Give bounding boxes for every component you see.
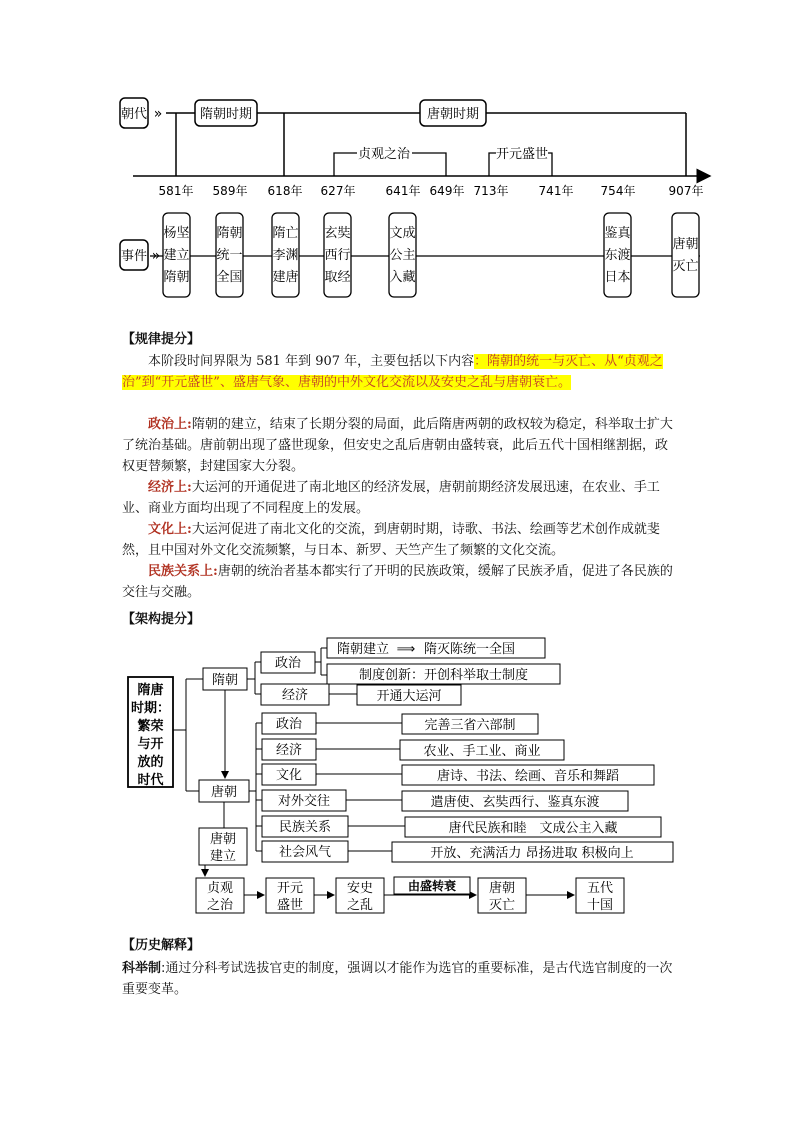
- tang-branch-culture: [256, 764, 654, 785]
- event-text: 杨坚: [163, 226, 190, 241]
- event-text: 灭亡: [672, 259, 699, 274]
- tang-branch-politics: [256, 713, 538, 734]
- year-label: 754年: [600, 184, 636, 198]
- ethnic-paragraph: [122, 561, 678, 603]
- economy-text: 大运河的开通促进了南北地区的经济发展，唐朝前期经济发展迅速，在农业、手工业、商业方面均出现了不同程度上的发展。: [122, 480, 660, 516]
- event-text: 入藏: [389, 270, 416, 285]
- root-text: 繁荣: [137, 719, 164, 734]
- flow-text: 之乱: [346, 898, 374, 913]
- kaiyuan-label: 开元盛世: [495, 147, 549, 162]
- event-text: 取经: [324, 270, 351, 285]
- flow-text: 十国: [586, 898, 614, 913]
- tang-economy-label: 经济: [275, 743, 303, 758]
- tang-economy-value: 农业、手工业、商业: [423, 744, 541, 759]
- zhenguan-bracket-left: [334, 153, 357, 176]
- year-label: 627年: [320, 184, 356, 198]
- flow-label: 由盛转衰: [407, 879, 457, 893]
- ethnic-text: 唐朝的统治者基本都实行了开明的民族政策，缓解了民族矛盾，促进了各民族的交往与交融。: [122, 564, 673, 600]
- tang-branch-social: [256, 841, 673, 862]
- event-box-tang-founding: [272, 213, 299, 297]
- year-label: 907年: [668, 184, 704, 198]
- economy-paragraph: [122, 477, 678, 519]
- tang-politics-value: 完善三省六部制: [424, 718, 516, 733]
- tang-foreign-label: 对外交往: [277, 794, 331, 809]
- rules-intro: [122, 351, 678, 393]
- flow-text: 五代: [586, 881, 614, 896]
- event-text: 鉴真: [604, 226, 631, 241]
- event-box-sui-unification: [216, 213, 243, 297]
- event-text: 隋朝: [163, 270, 190, 285]
- event-text: 公主: [389, 248, 416, 263]
- tang-ethnic-label: 民族关系: [278, 820, 332, 835]
- culture-paragraph: [122, 519, 678, 561]
- event-text: 唐朝: [672, 237, 699, 252]
- tang-period-label: 唐朝时期: [426, 107, 480, 122]
- root-text: 时期：: [130, 701, 171, 716]
- event-box-jianzhen: [604, 213, 631, 297]
- tang-social-value: 开放、充满活力 昂扬进取 积极向上: [430, 846, 634, 861]
- year-label: 741年: [538, 184, 574, 198]
- culture-text: 大运河促进了南北文化的交流，到唐朝时期，诗歌、书法、绘画等艺术创作成就斐然，且中国对外文化交流频繁，与日本、新罗、天竺产生了频繁的文化交流。: [122, 522, 660, 558]
- sui-period-label: 隋朝时期: [199, 107, 253, 122]
- root-text: 时代: [137, 773, 164, 788]
- explain-text: :通过分科考试选拔官吏的制度，强调以才能作为选官的重要标准，是古代选官制度的一次重要变革。: [122, 961, 673, 997]
- tang-branch-ethnic: [256, 816, 661, 837]
- sui-label: 隋朝: [211, 673, 239, 688]
- root-text: 隋唐: [137, 683, 164, 698]
- structure-diagram: [0, 630, 794, 920]
- tang-foreign-value: 遣唐使、玄奘西行、鉴真东渡: [430, 795, 600, 810]
- event-row-label: 事件: [120, 249, 148, 264]
- structure-heading: 【架构提分】: [122, 612, 201, 627]
- flow-text: 盛世: [276, 898, 304, 913]
- event-text: 李渊: [272, 248, 299, 263]
- year-label: 649年: [429, 184, 465, 198]
- flow-text: 灭亡: [488, 898, 516, 913]
- event-text: 建立: [163, 248, 190, 263]
- explain-heading: 【历史解释】: [122, 938, 201, 953]
- year-label: 618年: [267, 184, 303, 198]
- sui-founding-text: 隋朝建立: [337, 642, 390, 657]
- event-text: 隋亡: [272, 226, 299, 241]
- event-text: 隋朝: [216, 226, 243, 241]
- explain-paragraph: [122, 958, 678, 1000]
- flow-text: 唐朝: [488, 881, 516, 896]
- tang-branch-economy: [256, 739, 564, 760]
- culture-label: 文化上:: [148, 522, 192, 537]
- politics-paragraph: [122, 414, 678, 477]
- tang-culture-label: 文化: [275, 768, 303, 783]
- tang-politics-label: 政治: [275, 717, 303, 732]
- timeline-diagram: [0, 0, 794, 320]
- year-label: 589年: [212, 184, 248, 198]
- dynasty-arrow-glyph: »: [153, 106, 163, 122]
- sui-politics-label: 政治: [274, 656, 302, 671]
- kaiyuan-bracket-left: [489, 153, 496, 176]
- tang-culture-value: 唐诗、书法、绘画、音乐和舞蹈: [436, 769, 620, 784]
- tang-founding-text: 建立: [209, 849, 237, 864]
- event-text: 东渡: [604, 248, 631, 263]
- event-box-tang-fall: [672, 213, 699, 297]
- rules-intro-text: 本阶段时间界限为 581 年到 907 年，主要包括以下内容: [148, 354, 475, 369]
- event-arrow-glyph: »: [151, 248, 161, 264]
- dynasty-row-label: 朝代: [120, 107, 148, 122]
- event-box-xuanzang: [324, 213, 351, 297]
- event-box-sui-founding: [163, 213, 190, 297]
- root-text: 与开: [137, 737, 164, 752]
- rules-heading: 【规律提分】: [122, 332, 201, 347]
- flow-text: 安史: [346, 881, 374, 896]
- sui-canal-text: 开通大运河: [376, 689, 442, 704]
- politics-label: 政治上:: [148, 417, 192, 432]
- year-label: 581年: [158, 184, 194, 198]
- event-text: 西行: [324, 248, 351, 263]
- event-text: 全国: [216, 270, 243, 285]
- sui-keju-text: 制度创新：开创科举取士制度: [358, 668, 529, 683]
- zhenguan-bracket-right: [412, 153, 446, 176]
- flow-text: 开元: [276, 881, 304, 896]
- politics-text: 隋朝的建立，结束了长期分裂的局面，此后隋唐两朝的政权较为稳定，科举取士扩大了统治基础。唐前朝出现了盛世现象，但安史之乱后唐朝由盛转衰，此后五代十国相继割据，政权更替频繁，封建国家大分裂。: [122, 417, 673, 474]
- event-text: 统一: [216, 248, 243, 263]
- event-text: 日本: [604, 270, 631, 285]
- sui-unify-text: 隋灭陈统一全国: [424, 642, 516, 657]
- rules-intro-highlight: ：隋朝的统一与灭亡、从“贞观之治”到“开元盛世”、盛唐气象、唐朝的中外文化交流以及安史之乱与唐朝衰亡。: [122, 354, 663, 390]
- zhenguan-label: 贞观之治: [357, 147, 411, 162]
- year-label: 713年: [473, 184, 509, 198]
- sui-economy-label: 经济: [281, 688, 309, 703]
- tang-founding-text: 唐朝: [209, 832, 237, 847]
- tang-social-label: 社会风气: [278, 845, 332, 860]
- event-text: 建唐: [272, 270, 299, 285]
- tang-ethnic-value: 唐代民族和睦 文成公主入藏: [448, 821, 618, 836]
- year-label: 641年: [385, 184, 421, 198]
- event-box-wencheng: [389, 213, 416, 297]
- root-text: 放的: [137, 755, 164, 770]
- economy-label: 经济上:: [148, 480, 192, 495]
- tang-label: 唐朝: [210, 785, 238, 800]
- event-text: 玄奘: [324, 226, 351, 241]
- explain-term: 科举制: [122, 961, 162, 976]
- kaiyuan-bracket-right: [548, 153, 552, 176]
- tang-branch-foreign: [256, 790, 628, 811]
- double-arrow-glyph: ⟹: [396, 642, 416, 657]
- flow-text: 之治: [206, 898, 234, 913]
- flow-text: 贞观: [206, 881, 234, 896]
- ethnic-label: 民族关系上:: [148, 564, 218, 579]
- event-text: 文成: [389, 226, 416, 241]
